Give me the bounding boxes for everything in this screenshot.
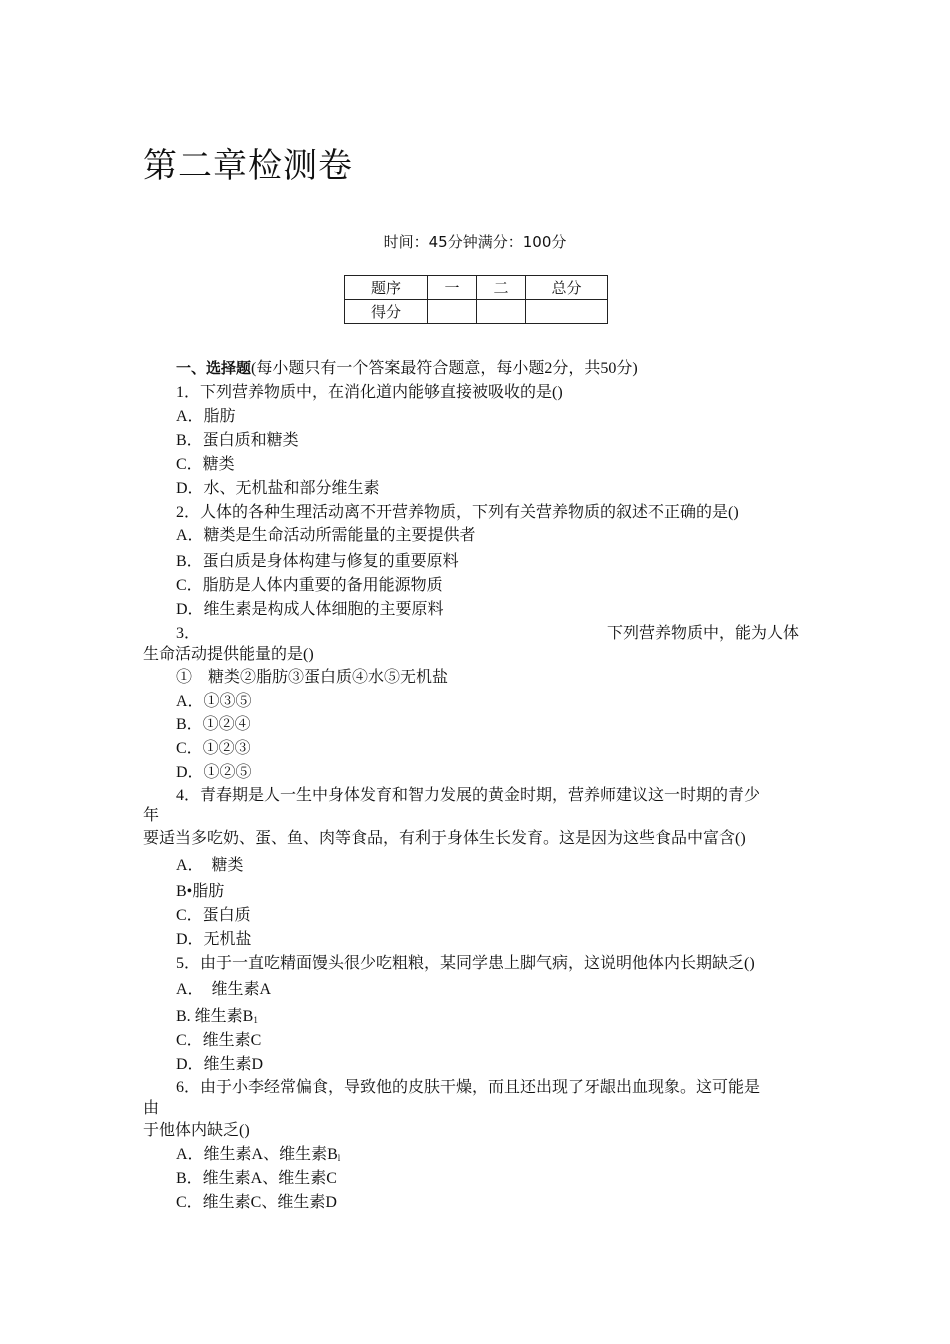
question-3-option-d: D．①②⑤ (176, 764, 252, 781)
question-4-option-c: C．蛋白质 (176, 907, 251, 924)
question-2-option-c: C．脂肪是人体内重要的备用能源物质 (176, 577, 443, 594)
question-3-option-b: B．①②④ (176, 716, 251, 733)
question-4-option-d: D．无机盐 (176, 931, 252, 948)
question-3-text: 下列营养物质中，能为人体 (607, 625, 800, 642)
question-5-option-b-subscript: 1 (253, 1015, 258, 1025)
question-4: 4．青春期是人一生中身体发育和智力发展的黄金时期，营养师建议这一时期的青少 (176, 787, 761, 804)
question-4-option-a: A． 糖类 (176, 857, 244, 874)
question-6-option-c: C．维生素C、维生素D (176, 1194, 337, 1211)
question-1-option-a: A．脂肪 (176, 408, 236, 425)
question-4-wrap: 年 (143, 807, 160, 824)
question-6-cont: 于他体内缺乏() (143, 1122, 250, 1139)
question-2-option-b: B．蛋白质是身体构建与修复的重要原料 (176, 553, 459, 570)
question-3-text-cont: 生命活动提供能量的是() (143, 646, 314, 663)
score-table (344, 275, 608, 324)
question-6-option-a-text: A．维生素A、维生素B (176, 1146, 338, 1163)
question-1-option-b: B．蛋白质和糖类 (176, 432, 299, 449)
page-title: 第二章检测卷 (143, 148, 353, 185)
score-row-label: 得分 (345, 300, 428, 324)
question-1-option-d: D．水、无机盐和部分维生素 (176, 480, 380, 497)
question-2: 2．人体的各种生理活动离不开营养物质，下列有关营养物质的叙述不正确的是() (176, 504, 739, 521)
question-3-option-c: C．①②③ (176, 740, 251, 757)
question-6-option-a-subscript: l (337, 1153, 341, 1163)
question-6: 6．由于小李经常偏食，导致他的皮肤干燥，而且还出现了牙龈出血现象。这可能是 (176, 1079, 761, 1096)
question-3-option-a: A．①③⑤ (176, 693, 252, 710)
question-1: 1．下列营养物质中，在消化道内能够直接被吸收的是() (176, 384, 563, 401)
score-cell-part1[interactable] (428, 300, 477, 324)
score-header-total: 总分 (526, 276, 608, 300)
question-2-option-a: A．糖类是生命活动所需能量的主要提供者 (176, 527, 476, 544)
section-note: (每小题只有一个答案最符合题意，每小题2分，共50分) (251, 360, 638, 377)
score-cell-total[interactable] (526, 300, 608, 324)
score-cell-part2[interactable] (477, 300, 526, 324)
section-title: 一、选择题 (176, 359, 252, 377)
score-header-part2: 二 (477, 276, 526, 300)
question-4-option-b: B•脂肪 (176, 883, 225, 900)
question-6-option-b: B．维生素A、维生素C (176, 1170, 337, 1187)
section-heading (176, 355, 638, 378)
score-table-score-row (345, 300, 608, 324)
question-5: 5．由于一直吃精面馒头很少吃粗粮，某同学患上脚气病，这说明他体内长期缺乏() (176, 955, 755, 972)
question-5-option-c: C．维生素C (176, 1032, 262, 1049)
question-6-wrap: 由 (143, 1100, 160, 1117)
question-5-option-b (176, 1003, 258, 1026)
question-6-option-a (176, 1141, 340, 1164)
question-3-number: 3． (176, 625, 201, 642)
question-5-option-b-text: B. 维生素B (176, 1008, 254, 1025)
score-header-order: 题序 (345, 276, 428, 300)
exam-meta: 时间：45分钟满分：100分 (383, 233, 567, 251)
question-3-items: ① 糖类②脂肪③蛋白质④水⑤无机盐 (176, 669, 449, 686)
question-2-option-d: D．维生素是构成人体细胞的主要原料 (176, 601, 444, 618)
question-5-option-a: A． 维生素A (176, 981, 272, 998)
question-4-cont: 要适当多吃奶、蛋、鱼、肉等食品，有利于身体生长发育。这是因为这些食品中富含() (143, 830, 746, 847)
score-table-header-row (345, 276, 608, 300)
question-1-option-c: C．糖类 (176, 456, 235, 473)
score-header-part1: 一 (428, 276, 477, 300)
question-5-option-d: D．维生素D (176, 1056, 264, 1073)
